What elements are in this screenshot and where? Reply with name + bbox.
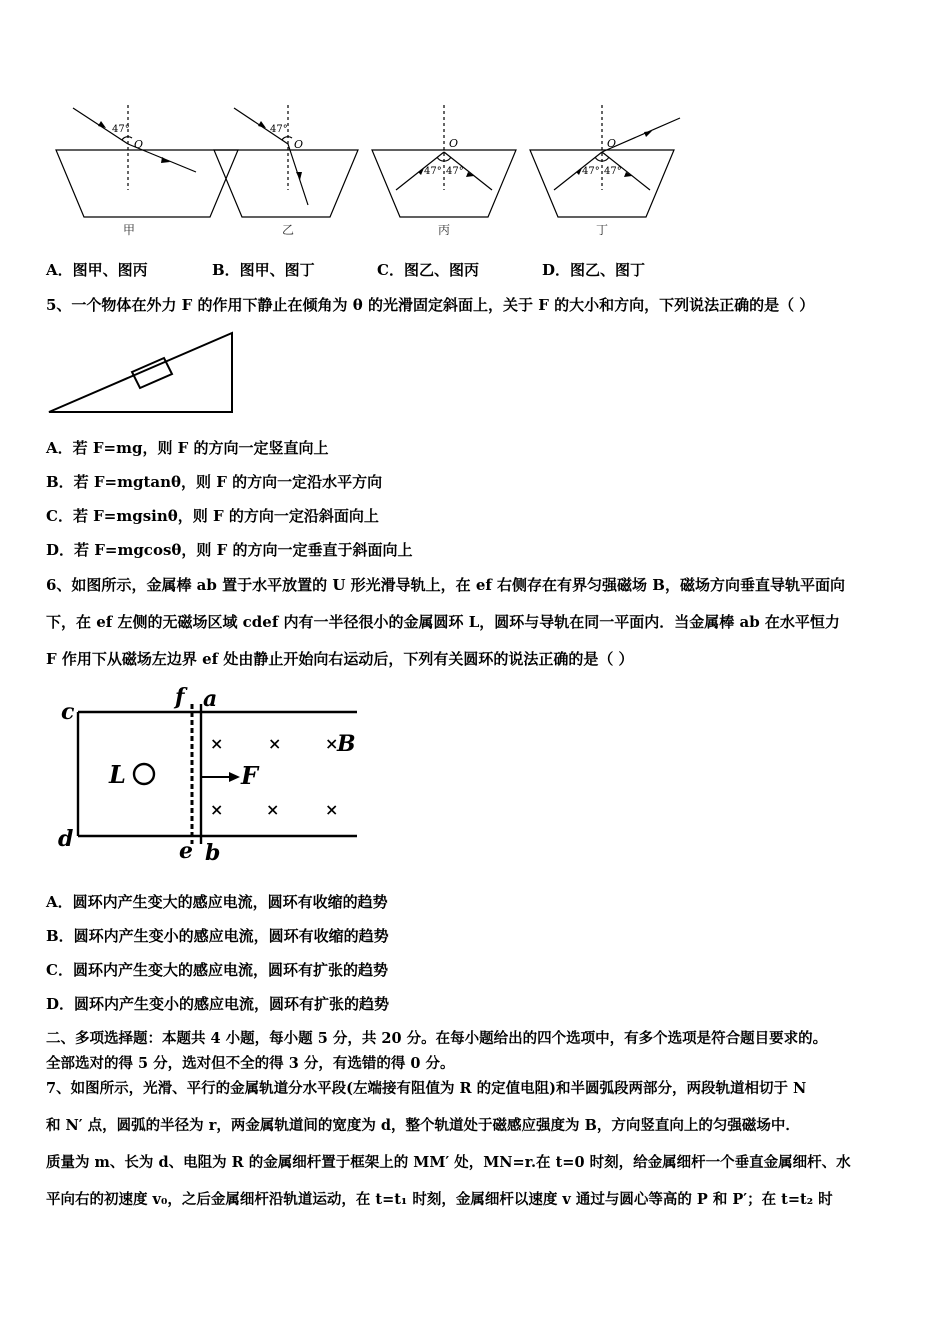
caption-yi: 乙 [282,223,295,237]
q6-stem-line-1: 6、如图所示，金属棒 ab 置于水平放置的 U 形光滑导轨上，在 ef 右侧存在有界匀强磁场 B，磁场方向垂直导轨平面向 [46,576,845,594]
q6-option-a: A．圆环内产生变大的感应电流，圆环有收缩的趋势 [46,893,388,911]
section2-heading-line-1: 二、多项选择题：本题共 4 小题，每小题 5 分，共 20 分。在每小题给出的四个选项中，有多个选项是符合题目要求的。 [46,1030,828,1047]
point-o-jia: O [134,138,144,151]
field-mark: × [325,800,339,819]
label-d: d [58,826,74,852]
field-mark: × [325,734,339,753]
field-mark: × [268,734,282,753]
label-b-field: B [337,731,356,757]
angle-label-bing-1: 47° [424,166,442,177]
q6-stem-line-2: 下，在 ef 左侧的无磁场区域 cdef 内有一半径很小的金属圆环 L，圆环与导轨在同一平面内．当金属棒 ab 在水平恒力 [46,613,840,631]
label-f: f [175,684,185,710]
q7-line-2: 和 N′ 点，圆弧的半径为 r，两金属轨道间的宽度为 d，整个轨道处于磁感应强度为 B，方向竖直向上的匀强磁场中． [46,1117,800,1134]
label-f-force: F [241,761,259,790]
label-c: c [61,699,75,725]
label-a: a [203,686,218,712]
q6-rail-figure [55,684,375,866]
angle-label-bing-2: 47° [446,166,464,177]
label-e: e [179,838,193,864]
field-mark: × [210,800,224,819]
q6-option-c: C．圆环内产生变大的感应电流，圆环有扩张的趋势 [46,961,388,979]
angle-label-yi: 47° [270,124,288,135]
caption-jia: 甲 [123,223,136,237]
q5-option-b: B．若 F=mgtanθ，则 F 的方向一定沿水平方向 [46,473,383,491]
field-mark: × [266,800,280,819]
q6-stem-line-3: F 作用下从磁场左边界 ef 处由静止开始向右运动后，下列有关圆环的说法正确的是（ ） [46,650,634,668]
q6-option-b: B．圆环内产生变小的感应电流，圆环有收缩的趋势 [46,927,389,945]
label-l: L [109,760,126,789]
q4-option-a: A．图甲、图丙 [46,261,148,279]
q4-option-d: D．图乙、图丁 [542,261,646,279]
angle-label-ding-2: 47° [604,166,622,177]
q4-figures [40,100,920,245]
q7-line-3: 质量为 m、长为 d、电阻为 R 的金属细杆置于框架上的 MM′ 处，MN=r.在 t=0 时刻，给金属细杆一个垂直金属细杆、水 [46,1154,851,1171]
q6-option-d: D．圆环内产生变小的感应电流，圆环有扩张的趋势 [46,995,390,1013]
caption-ding: 丁 [596,223,609,237]
q5-incline-figure [44,330,244,416]
prism-yi [214,150,358,217]
q4-option-c: C．图乙、图丙 [377,261,479,279]
incline [49,333,232,412]
q5-option-c: C．若 F=mgsinθ，则 F 的方向一定沿斜面向上 [46,507,379,525]
q5-option-d: D．若 F=mgcosθ，则 F 的方向一定垂直于斜面向上 [46,541,413,559]
field-mark: × [210,734,224,753]
angle-label-ding-1: 47° [582,166,600,177]
section2-heading-line-2: 全部选对的得 5 分，选对但不全的得 3 分，有选错的得 0 分。 [46,1055,455,1072]
point-o-ding: O [607,137,617,150]
q5-option-a: A．若 F=mg，则 F 的方向一定竖直向上 [46,439,329,457]
point-o-yi: O [294,138,304,151]
prism-jia [56,150,238,217]
caption-bing: 丙 [438,223,451,237]
label-b: b [205,840,221,866]
q7-line-1: 7、如图所示，光滑、平行的金属轨道分水平段(左端接有阻值为 R 的定值电阻)和半圆弧段两部分，两段轨道相切于 N [46,1080,807,1097]
angle-label-jia: 47° [112,124,130,135]
metal-ring [134,764,154,784]
point-o-bing: O [449,137,459,150]
q4-option-b: B．图甲、图丁 [212,261,315,279]
q5-stem: 5、一个物体在外力 F 的作用下静止在倾角为 θ 的光滑固定斜面上，关于 F 的大小和方向，下列说法正确的是（ ） [46,296,815,314]
q7-line-4: 平向右的初速度 v₀，之后金属细杆沿轨道运动，在 t=t₁ 时刻，金属细杆以速度 v 通过与圆心等高的 P 和 P′；在 t=t₂ 时 [46,1191,833,1208]
